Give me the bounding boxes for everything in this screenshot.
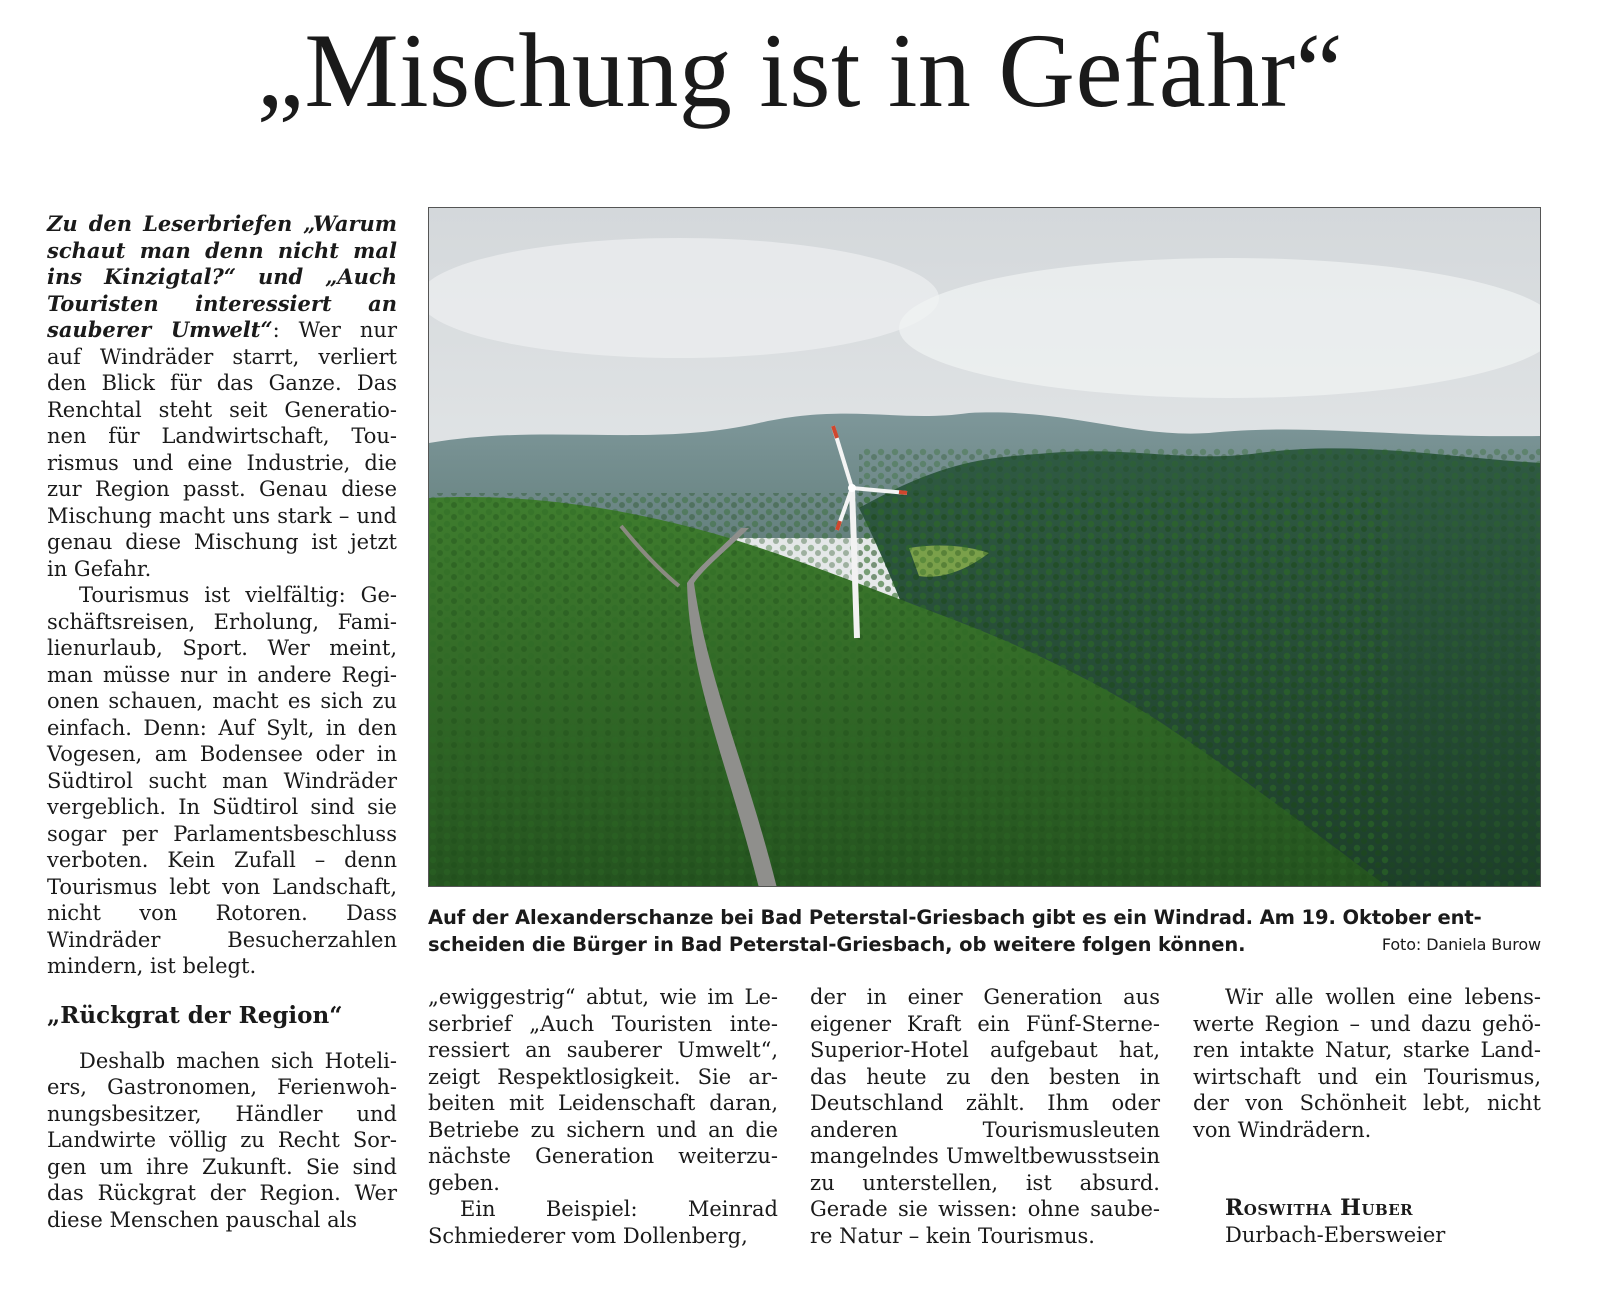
paragraph: Ein Beispiel: Meinrad Schmiederer vom Dollenberg, (428, 1197, 778, 1248)
author-name: Roswitha Huber (1225, 1195, 1414, 1221)
caption-text: Auf der Alexanderschanze bei Bad Peterstal-Griesbach gibt es ein Windrad. Am 19. Oktober entscheiden die Bürger in Bad Peterstal-Griesbach, ob weitere folgen können. (428, 906, 1482, 956)
paragraph: Deshalb machen sich Hoteliers, Gastronomen, Ferienwohnungsbesitzer, Händler und Landwirte völlig zu Recht Sorgen um ihre Zukunft. Sie sind das Rückgrat der Region. Wer diese Menschen pauschal als (47, 1048, 397, 1232)
photo-credit: Foto: Daniela Burow (1381, 935, 1541, 954)
author-place: Durbach-Ebersweier (1225, 1223, 1446, 1247)
photo-caption (428, 904, 1541, 958)
article-column-2 (428, 984, 778, 1249)
author-signature (1225, 1195, 1445, 1249)
paragraph: Tourismus ist vielfältig: Geschäftsreisen, Erholung, Familienurlaub, Sport. Wer meint, man müsse nur in andere Regionen schauen, macht es sich zu einfach. Denn: Auf Sylt, in den Vogesen, am Bodensee oder in Südtirol sucht man Windräder vergeblich. In Südtirol sind sie sogar per Parlamentsbeschluss verboten. Kein Zufall – denn Tourismus lebt von Landschaft, nicht von Rotoren. Dass Windräder Besucherzahlen mindern, ist belegt. (47, 583, 397, 978)
subheading: „Rückgrat der Region“ (47, 1001, 343, 1029)
paragraph: „ewiggestrig“ abtut, wie im Leserbrief „Auch Touristen interessiert an sauberer Umwelt“, zeigt Respektlosigkeit. Sie arbeiten mit Leidenschaft daran, Betriebe zu sichern und an die nächste Generation weiterzugeben. (428, 985, 778, 1195)
article-column-3 (810, 984, 1160, 1249)
article-column-1 (47, 211, 397, 1233)
intro-paragraph (47, 211, 397, 582)
photo-illustration (429, 208, 1541, 887)
paragraph: der in einer Generation aus eigener Kraft ein Fünf-Sterne-Superior-Hotel aufgebaut hat, das heute zu den besten in Deutschland zählt. Ihm oder anderen Tourismusleuten mangelndes Umweltbewusstsein zu unterstellen, ist absurd. Gerade sie wissen: ohne saubere Natur – kein Tourismus. (810, 985, 1160, 1248)
intro-reference: Zu den Leserbriefen „Warum schaut man denn nicht mal ins Kinzigtal?“ und „Auch Touristen interessiert an sauberer Umwelt“ (47, 211, 397, 342)
article-column-4 (1193, 984, 1541, 1143)
paragraph: Wir alle wollen eine lebenswerte Region – und dazu gehören intakte Natur, starke Landwirtschaft und ein Tourismus, der von Schönheit lebt, nicht von Windrädern. (1193, 985, 1541, 1142)
windmill-landscape-photo (428, 207, 1541, 887)
intro-text: : Wer nur auf Windräder starrt, verliert den Blick für das Ganze. Das Renchtal steht seit Generationen für Landwirtschaft, Tourismus und eine Industrie, die zur Region passt. Genau diese Mischung macht uns stark – und genau diese Mischung ist jetzt in Gefahr. (47, 318, 397, 581)
headline: „Mischung ist in Gefahr“ (256, 12, 1344, 129)
